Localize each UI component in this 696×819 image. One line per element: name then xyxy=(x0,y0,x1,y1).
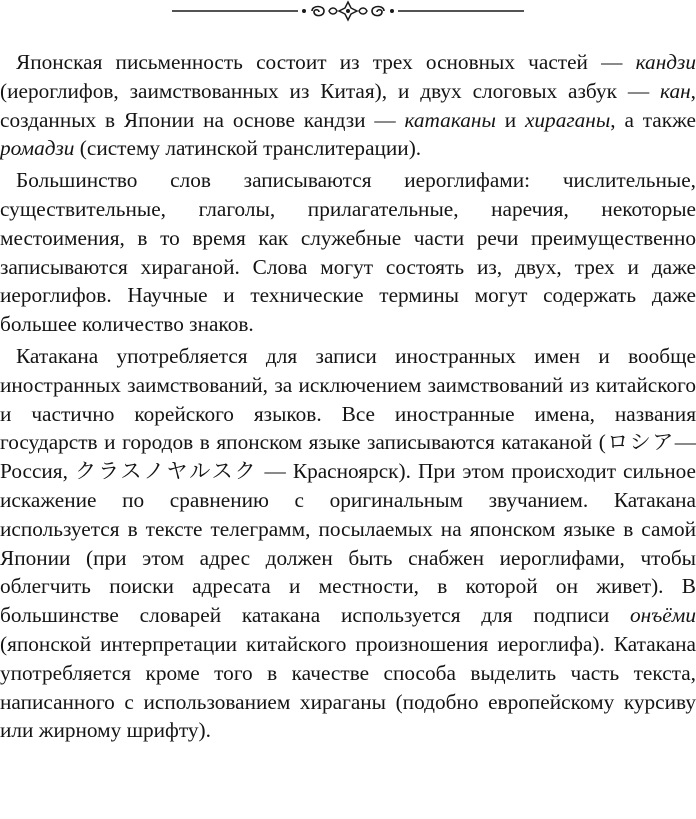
text-run: , созданных в Японии на основе кандзи — xyxy=(0,78,696,132)
paragraph-katakana-usage xyxy=(0,342,696,745)
italic-term: кандзи xyxy=(635,50,696,74)
text-run: Японская письменность состоит из трех основных частей — xyxy=(16,50,636,74)
text-run: (иероглифов, заимствованных из Китая), и двух слоговых азбук — xyxy=(0,78,661,103)
text-run: и xyxy=(495,107,525,132)
paragraph-hieroglyph-usage xyxy=(0,166,696,339)
italic-term: катаканы xyxy=(404,107,496,132)
text-run: Катакана употребляется для записи иностранных имен и вообще иностранных заимствований, за исключением заимствований из китайского и частично корейского языков. Все иностранные имена, названия государств и городов в японском языке записываются катаканой (ロシア— Россия, クラスノヤルスク — Красноярск). При этом происходит сильное искажение по сравнению с оригинальным звучанием. Катакана используется в тексте телеграмм, посылаемых на японском языке в самой Японии (при этом адрес должен быть снабжен иероглифами, чтобы облегчить поиски адресата и местности, в которой он живет). В большинстве словарей катакана используется для подписи xyxy=(0,343,696,628)
text-run: (систему латинской транслитерации). xyxy=(74,136,422,161)
italic-term: онъёми xyxy=(630,603,696,628)
text-run: , а также xyxy=(610,107,696,132)
italic-term: ромадзи xyxy=(0,136,75,161)
article-body xyxy=(0,48,696,748)
fleuron-divider-icon xyxy=(170,0,526,22)
text-run: (японской интерпретации китайского произношения иероглифа). Катакана употребляется кроме того в качестве способа выделить часть текста, написанного с использованием хираганы (подобно европейскому курсиву или жирному шрифту). xyxy=(0,631,696,743)
italic-term: хираганы xyxy=(524,107,611,132)
paragraph-writing-system xyxy=(0,48,696,163)
text-run: Большинство слов записываются иероглифами: числительные, существительные, глаголы, прилагательные, наречия, некоторые местоимения, в то время как служебные части речи преимущественно записываются хираганой. Слова могут состоять из, двух, трех и даже иероглифов. Научные и технические термины могут содержать даже большее количество знаков. xyxy=(0,168,696,337)
italic-term: кан xyxy=(660,78,691,103)
